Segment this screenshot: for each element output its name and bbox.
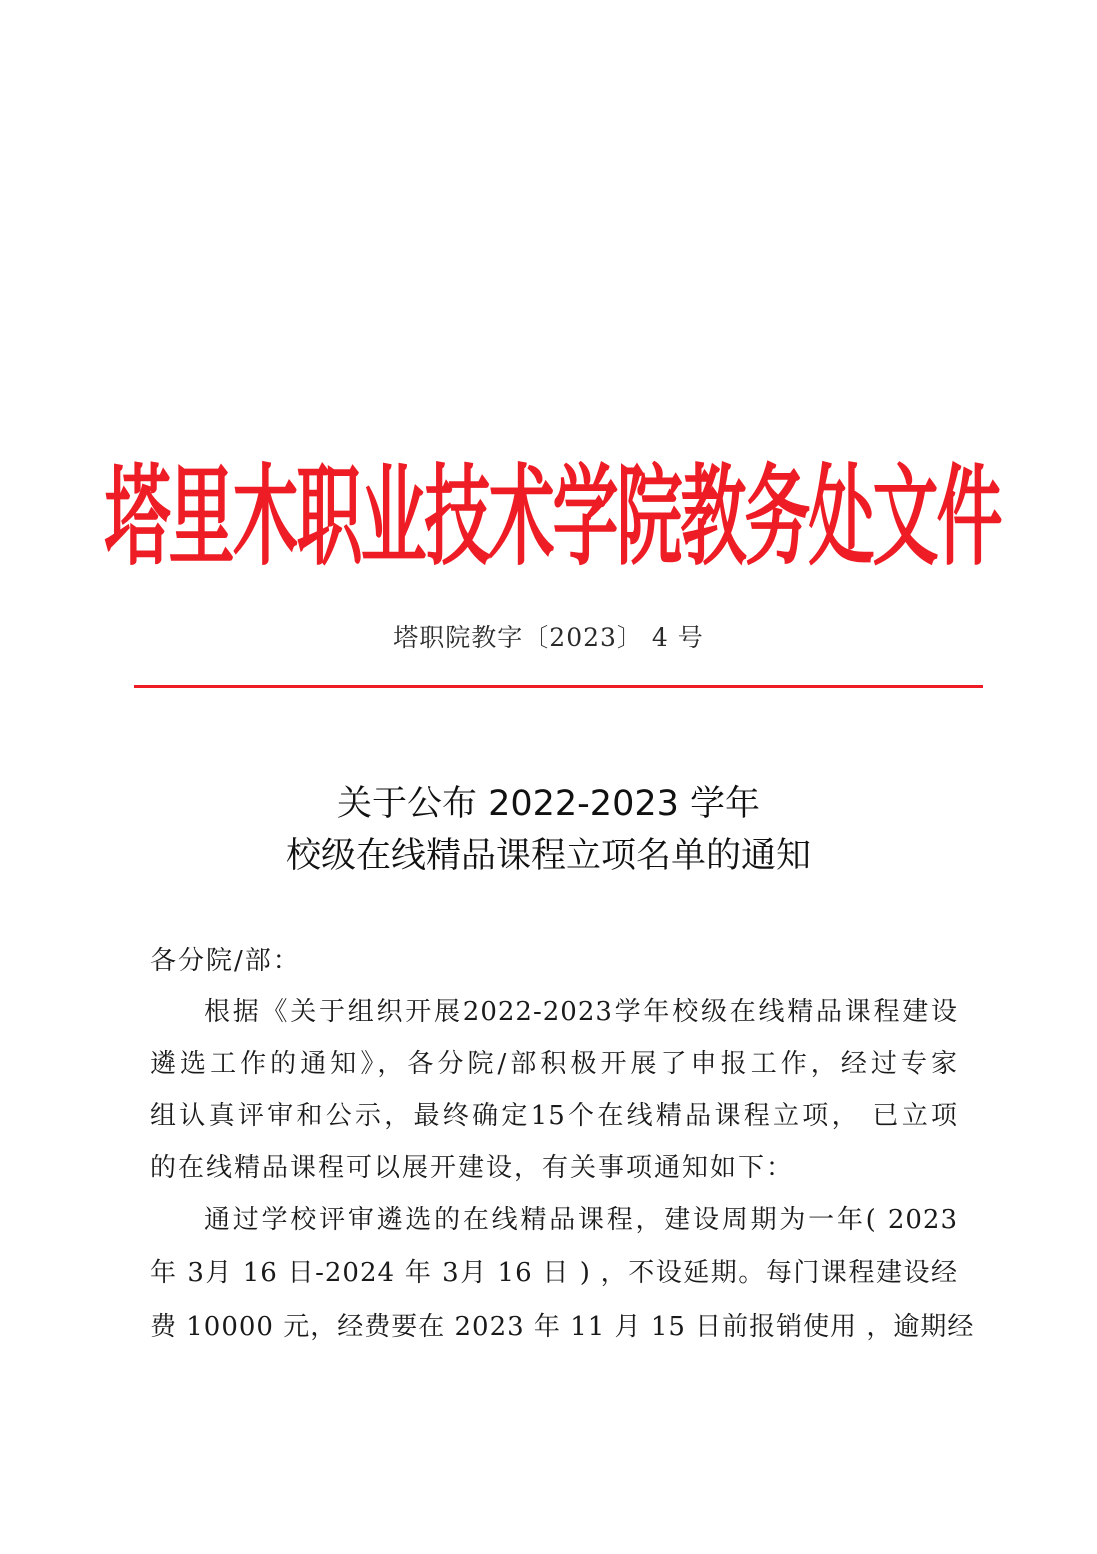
body-line: 根据《关于组织开展2022-2023学年校级在线精品课程建设: [204, 997, 958, 1027]
salutation: 各分院/部：: [150, 946, 301, 976]
issuer-header: [104, 432, 1001, 582]
body-line: 通过学校评审遴选的在线精品课程，建设周期为一年( 2023: [204, 1205, 958, 1235]
body-line: 遴选工作的通知》，各分院/部积极开展了申报工作，经过专家: [150, 1049, 958, 1079]
body-line: 年 3月 16 日-2024 年 3月 16 日 ) ，不设延期。每门课程建设经: [150, 1258, 958, 1288]
document-title-line-1: 关于公布 2022-2023 学年: [336, 784, 761, 824]
document-title-line-2: 校级在线精品课程立项名单的通知: [285, 836, 811, 876]
body-line: 费 10000 元，经费要在 2023 年 11 月 15 日前报销使用 ，逾期经: [150, 1312, 975, 1342]
red-divider-line: [134, 685, 983, 688]
body-line: 组认真评审和公示，最终确定15个在线精品课程立项， 已立项: [150, 1101, 958, 1131]
issuer-title: 塔里木职业技术学院教务处文件: [104, 453, 1001, 581]
body-line: 的在线精品课程可以展开建设，有关事项通知如下：: [150, 1153, 795, 1183]
document-number: 塔职院教字〔2023〕 4 号: [393, 623, 704, 652]
